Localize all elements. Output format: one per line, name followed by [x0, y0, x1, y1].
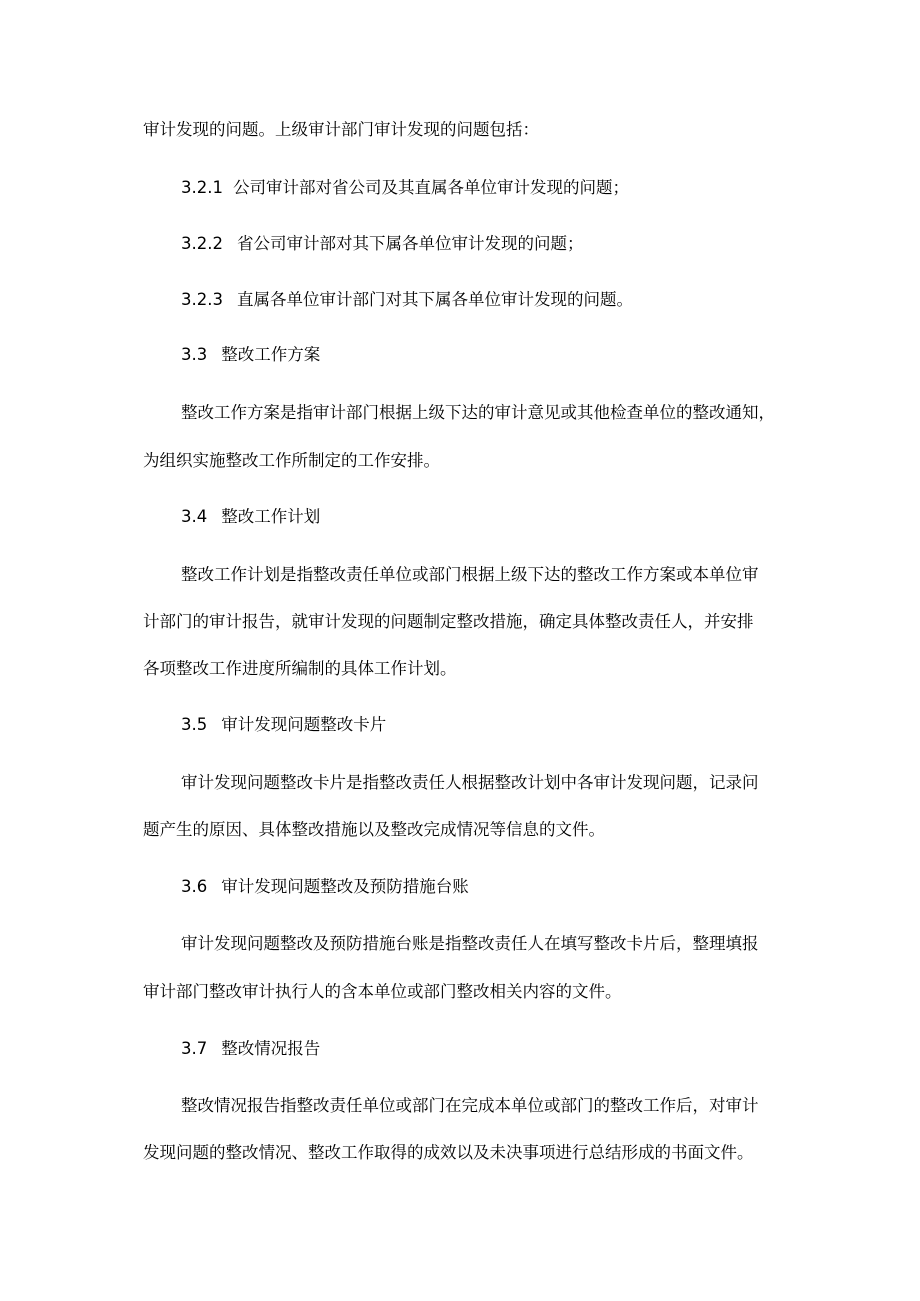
heading-text: 审计发现问题整改卡片 — [221, 715, 387, 734]
heading-3-7 — [181, 1037, 920, 1061]
paragraph-3-5-line-1: 审计发现问题整改卡片是指整改责任人根据整改计划中各审计发现问题，记录问 — [181, 773, 759, 792]
paragraph-3-6-line-1: 审计发现问题整改及预防措施台账是指整改责任人在填写整改卡片后，整理填报 — [181, 934, 759, 953]
item-3-2-3 — [181, 288, 920, 312]
paragraph-3-4-line-2: 计部门的审计报告，就审计发现的问题制定整改措施，确定具体整改责任人，并安排 — [143, 612, 754, 631]
item-number: 3.2.3 — [181, 290, 223, 309]
heading-3-4 — [181, 505, 920, 529]
heading-text: 整改情况报告 — [221, 1039, 321, 1058]
paragraph-intro: 审计发现的问题。上级审计部门审计发现的问题包括： — [143, 120, 539, 139]
item-text: 公司审计部对省公司及其直属各单位审计发现的问题； — [232, 178, 629, 197]
item-text: 省公司审计部对其下属各单位审计发现的问题； — [236, 234, 584, 253]
paragraph-3-4-line-1: 整改工作计划是指整改责任单位或部门根据上级下达的整改工作方案或本单位审 — [181, 565, 759, 584]
item-number: 3.2.1 — [181, 178, 223, 197]
heading-text: 审计发现问题整改及预防措施台账 — [221, 877, 469, 896]
item-3-2-2 — [181, 232, 920, 256]
heading-3-6 — [181, 875, 920, 899]
paragraph-3-6-line-2: 审计部门整改审计执行人的含本单位或部门整改相关内容的文件。 — [143, 982, 622, 1001]
item-3-2-1 — [181, 176, 920, 200]
item-text: 直属各单位审计部门对其下属各单位审计发现的问题。 — [236, 290, 633, 309]
paragraph-3-4-line-3: 各项整改工作进度所编制的具体工作计划。 — [143, 659, 457, 678]
heading-text: 整改工作方案 — [221, 345, 321, 364]
heading-number: 3.4 — [181, 507, 208, 526]
heading-number: 3.5 — [181, 715, 208, 734]
heading-text: 整改工作计划 — [221, 507, 321, 526]
heading-number: 3.7 — [181, 1039, 208, 1058]
heading-number: 3.6 — [181, 877, 208, 896]
paragraph-3-3-line-2: 为组织实施整改工作所制定的工作安排。 — [143, 451, 440, 470]
paragraph-3-3-line-1: 整改工作方案是指审计部门根据上级下达的审计意见或其他检查单位的整改通知， — [181, 403, 775, 422]
heading-3-3 — [181, 343, 920, 367]
heading-number: 3.3 — [181, 345, 208, 364]
item-number: 3.2.2 — [181, 234, 223, 253]
heading-3-5 — [181, 713, 920, 737]
paragraph-3-7-line-1: 整改情况报告指整改责任单位或部门在完成本单位或部门的整改工作后，对审计 — [181, 1096, 759, 1115]
paragraph-3-7-line-2: 发现问题的整改情况、整改工作取得的成效以及未决事项进行总结形成的书面文件。 — [143, 1143, 754, 1162]
paragraph-3-5-line-2: 题产生的原因、具体整改措施以及整改完成情况等信息的文件。 — [143, 820, 605, 839]
